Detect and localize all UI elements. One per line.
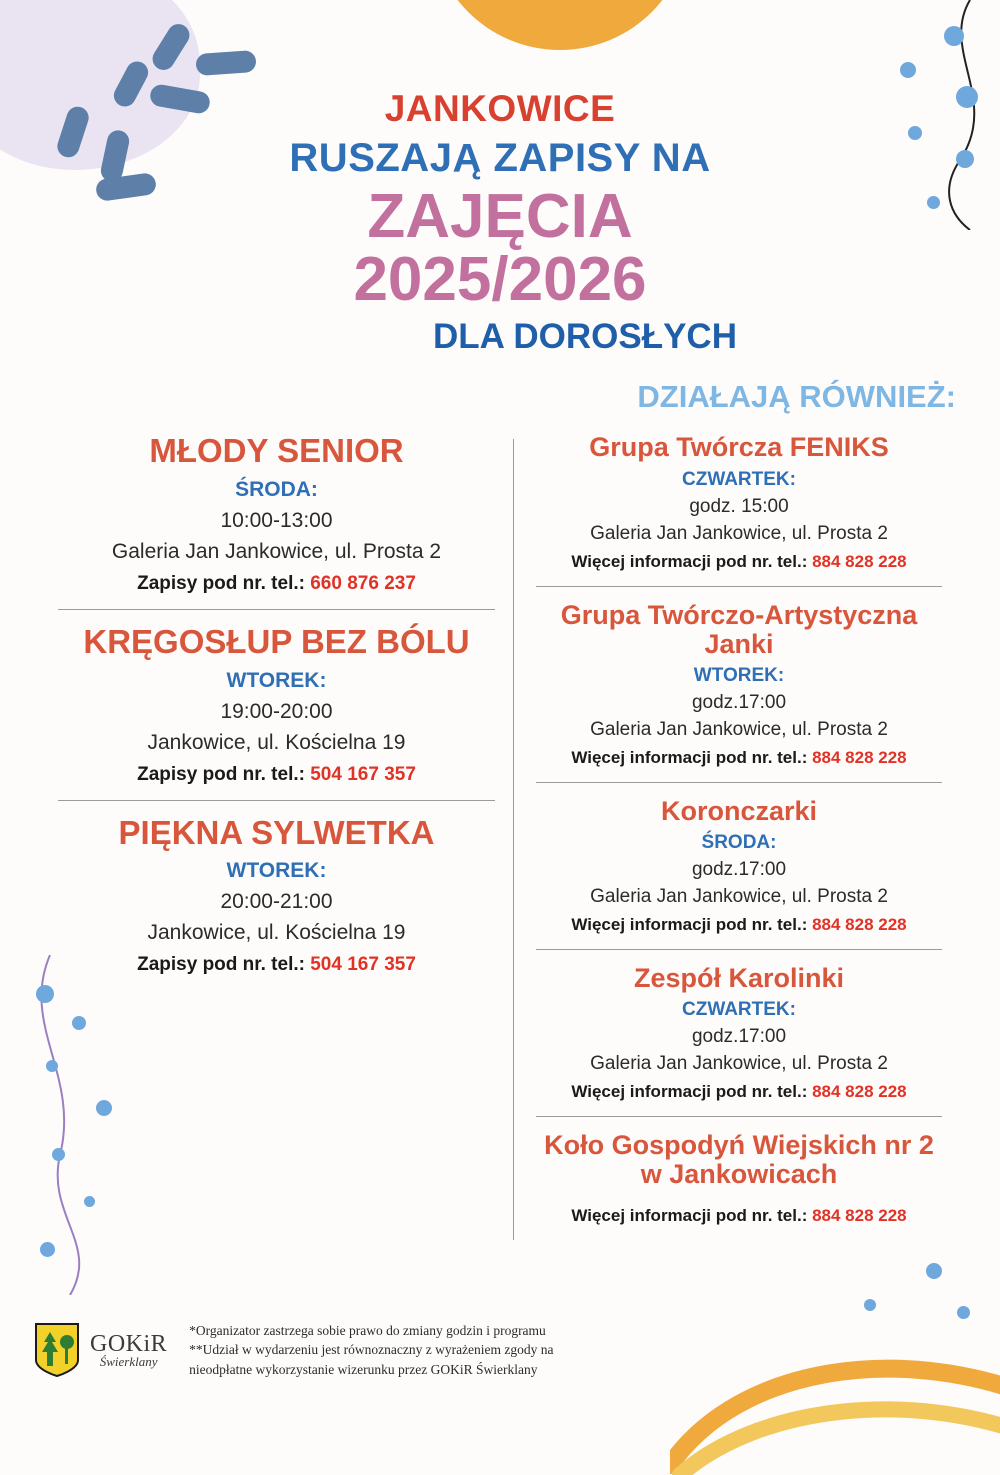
activity-place: Jankowice, ul. Kościelna 19	[147, 730, 406, 754]
activity-block	[58, 609, 495, 800]
group-info	[536, 748, 942, 768]
group-block	[536, 433, 942, 585]
activities-columns	[0, 433, 1000, 1239]
header-year: 2025/2026	[353, 245, 647, 315]
group-title: Zespół Karolinki	[633, 963, 845, 994]
activity-time: 10:00-13:00	[220, 509, 333, 533]
disclaimer-line-1: *Organizator zastrzega sobie prawo do zmiany godzin i programu	[189, 1322, 546, 1338]
info-label: Więcej informacji pod nr. tel.:	[571, 915, 813, 935]
group-day: ŚRODA:	[701, 832, 777, 854]
info-label: Więcej informacji pod nr. tel.:	[571, 551, 813, 571]
info-label: Więcej informacji pod nr. tel.:	[571, 747, 813, 767]
group-place: Galeria Jan Jankowice, ul. Prosta 2	[590, 718, 888, 740]
group-time: godz. 15:00	[689, 495, 789, 517]
info-label: Więcej informacji pod nr. tel.:	[571, 1205, 813, 1225]
activity-signup	[58, 954, 495, 976]
activity-day: WTOREK:	[226, 668, 327, 692]
group-info	[536, 915, 942, 935]
activity-time: 20:00-21:00	[220, 890, 333, 914]
group-block	[536, 586, 942, 782]
coat-of-arms-icon	[34, 1322, 80, 1378]
activity-signup	[58, 573, 495, 595]
signup-label: Zapisy pod nr. tel.:	[137, 954, 311, 976]
info-phone: 884 828 228	[812, 1205, 907, 1225]
info-phone: 884 828 228	[812, 1082, 907, 1102]
organization-logo	[90, 1331, 167, 1370]
info-phone: 884 828 228	[812, 747, 907, 767]
group-title: Koronczarki	[660, 795, 818, 826]
group-title: Grupa Twórcza FENIKS	[589, 432, 889, 463]
activity-block	[58, 800, 495, 991]
group-day: CZWARTEK:	[682, 468, 796, 490]
group-time: godz.17:00	[691, 859, 787, 881]
header-title: ZAJĘCIA	[367, 182, 633, 251]
signup-label: Zapisy pod nr. tel.:	[137, 763, 311, 785]
activity-time: 19:00-20:00	[220, 699, 333, 723]
signup-phone: 504 167 357	[310, 954, 416, 976]
group-place: Galeria Jan Jankowice, ul. Prosta 2	[590, 886, 888, 908]
activity-day: ŚRODA:	[235, 478, 318, 502]
group-time: godz.17:00	[691, 691, 787, 713]
disclaimer	[189, 1321, 553, 1380]
group-info	[536, 552, 942, 572]
decor-dot-b1	[926, 1263, 942, 1279]
group-place: Galeria Jan Jankowice, ul. Prosta 2	[590, 1053, 888, 1075]
info-phone: 884 828 228	[812, 915, 907, 935]
group-info	[536, 1082, 942, 1102]
info-phone: 884 828 228	[812, 551, 907, 571]
group-place: Galeria Jan Jankowice, ul. Prosta 2	[590, 522, 888, 544]
disclaimer-line-2: **Udział w wydarzeniu jest równoznaczny z wyrażeniem zgody na	[189, 1342, 554, 1358]
signup-phone: 504 167 357	[310, 763, 416, 785]
group-title: Koło Gospodyń Wiejskich nr 2 w Jankowicach	[544, 1130, 934, 1190]
signup-phone: 660 876 237	[310, 573, 416, 595]
activity-place: Jankowice, ul. Kościelna 19	[147, 921, 406, 945]
activity-place: Galeria Jan Jankowice, ul. Prosta 2	[111, 540, 442, 564]
activity-title: KRĘGOSŁUP BEZ BÓLU	[83, 623, 470, 661]
right-column	[514, 433, 942, 1239]
header-audience: DLA DOROSŁYCH	[433, 317, 737, 357]
group-block	[536, 782, 942, 949]
disclaimer-line-3: nieodpłatne wykorzystanie wizerunku przez GOKiR Świerklany	[189, 1361, 538, 1377]
group-day: CZWARTEK:	[682, 999, 796, 1021]
activity-title: PIĘKNA SYLWETKA	[118, 813, 435, 851]
group-title: Grupa Twórczo-Artystyczna Janki	[560, 599, 918, 659]
group-time: godz.17:00	[691, 1026, 787, 1048]
signup-label: Zapisy pod nr. tel.:	[137, 573, 311, 595]
group-block	[536, 1116, 942, 1239]
poster-header	[0, 0, 1000, 415]
activity-signup	[58, 764, 495, 786]
activity-block	[58, 433, 495, 609]
group-info	[536, 1206, 942, 1226]
group-day: WTOREK:	[693, 664, 785, 686]
organization-name: GOKiR	[90, 1330, 168, 1357]
header-subtitle: RUSZAJĄ ZAPISY NA	[289, 136, 711, 180]
decor-dot-l7	[40, 1242, 55, 1257]
left-column	[58, 433, 513, 1239]
activity-day: WTOREK:	[226, 859, 327, 883]
header-town: JANKOWICE	[384, 88, 616, 129]
poster-footer	[0, 1285, 1000, 1415]
organization-locality: Świerklany	[99, 1353, 158, 1369]
activity-title: MŁODY SENIOR	[149, 432, 404, 470]
right-column-heading: DZIAŁAJĄ RÓWNIEŻ:	[637, 379, 956, 415]
info-label: Więcej informacji pod nr. tel.:	[571, 1082, 813, 1102]
group-block	[536, 949, 942, 1116]
